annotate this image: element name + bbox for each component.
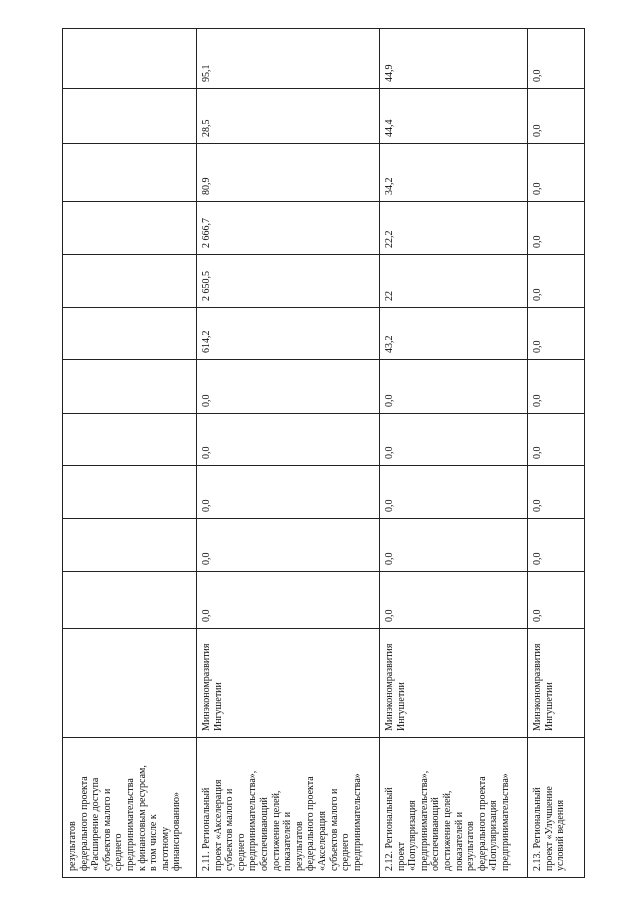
value-cell-text: 0,0 xyxy=(532,609,543,622)
executor-cell-text: Минэкономразвития Ингушетии xyxy=(201,643,224,731)
value-cell-text: 0,0 xyxy=(532,499,543,512)
value-cell xyxy=(528,255,584,307)
value-cell-text: 44,4 xyxy=(384,119,395,137)
value-cell-text: 28,5 xyxy=(201,119,212,137)
value-cell-text: 2 666,7 xyxy=(201,218,212,248)
value-cell xyxy=(528,519,584,571)
value-cell xyxy=(63,360,196,413)
value-cell-text: 0,0 xyxy=(532,552,543,565)
value-cell xyxy=(528,144,584,201)
value-cell xyxy=(63,466,196,518)
rotated-budget-table xyxy=(62,28,584,877)
project-name-cell xyxy=(380,738,527,877)
value-cell xyxy=(380,519,527,571)
value-cell xyxy=(528,360,584,413)
value-cell xyxy=(63,202,196,254)
value-cell-text: 0,0 xyxy=(532,394,543,407)
value-cell xyxy=(63,29,196,88)
value-cell xyxy=(380,29,527,88)
value-cell xyxy=(63,414,196,465)
value-cell xyxy=(197,144,379,201)
value-cell-text: 95,1 xyxy=(201,64,212,82)
value-cell-text: 0,0 xyxy=(384,552,395,565)
value-cell xyxy=(380,202,527,254)
project-name-cell-text: 2.13. Региональный проект «Улучшение условий ведения xyxy=(532,786,567,871)
value-cell-text: 0,0 xyxy=(532,182,543,195)
value-cell-text: 0,0 xyxy=(201,446,212,459)
value-cell-text: 0,0 xyxy=(532,340,543,353)
executor-cell xyxy=(528,629,584,737)
value-cell-text: 0,0 xyxy=(532,288,543,301)
value-cell xyxy=(380,572,527,628)
value-cell-text: 0,0 xyxy=(201,552,212,565)
value-cell xyxy=(380,414,527,465)
value-cell-text: 22,2 xyxy=(384,230,395,248)
project-name-cell xyxy=(63,738,196,877)
project-name-cell xyxy=(528,738,584,877)
value-cell xyxy=(197,255,379,307)
value-cell xyxy=(528,466,584,518)
value-cell-text: 0,0 xyxy=(384,394,395,407)
value-cell xyxy=(197,572,379,628)
grid-hline-13 xyxy=(62,877,585,878)
value-cell-text: 0,0 xyxy=(201,499,212,512)
value-cell-text: 0,0 xyxy=(384,446,395,459)
value-cell xyxy=(528,308,584,359)
executor-cell xyxy=(380,629,527,737)
value-cell-text: 44,9 xyxy=(384,64,395,82)
value-cell xyxy=(63,144,196,201)
value-cell xyxy=(380,89,527,143)
value-cell-text: 0,0 xyxy=(201,609,212,622)
value-cell xyxy=(63,519,196,571)
project-name-cell xyxy=(197,738,379,877)
project-name-cell-text: 2.12. Региональный проект «Популяризация предпринимательства», обеспечивающий достижение целей, показателей и результатов федерального проекта «Популяризация предпринимательства» xyxy=(384,770,511,871)
value-cell xyxy=(380,255,527,307)
value-cell xyxy=(380,308,527,359)
value-cell xyxy=(197,308,379,359)
value-cell xyxy=(528,202,584,254)
value-cell xyxy=(528,89,584,143)
value-cell-text: 0,0 xyxy=(201,394,212,407)
value-cell xyxy=(197,202,379,254)
value-cell xyxy=(380,144,527,201)
value-cell-text: 0,0 xyxy=(532,69,543,82)
value-cell-text: 0,0 xyxy=(532,235,543,248)
value-cell xyxy=(63,308,196,359)
value-cell xyxy=(63,89,196,143)
value-cell xyxy=(197,519,379,571)
executor-cell xyxy=(63,629,196,737)
value-cell xyxy=(528,414,584,465)
value-cell-text: 0,0 xyxy=(532,446,543,459)
value-cell xyxy=(197,360,379,413)
value-cell xyxy=(197,29,379,88)
project-name-cell-text: результатов федерального проекта «Расширение доступа субъектов малого и среднего предпринимательства к финансовым ресурсам, в том числе к льготному финансированию» xyxy=(67,765,183,871)
grid-vline-4 xyxy=(584,28,585,877)
value-cell-text: 0,0 xyxy=(384,609,395,622)
value-cell xyxy=(528,572,584,628)
value-cell xyxy=(528,29,584,88)
value-cell-text: 80,9 xyxy=(201,177,212,195)
value-cell xyxy=(380,360,527,413)
executor-cell-text: Минэкономразвития Ингушетии xyxy=(532,643,555,731)
value-cell-text: 2 650,5 xyxy=(201,271,212,301)
value-cell xyxy=(197,89,379,143)
project-name-cell-text: 2.11. Региональный проект «Акселерация субъектов малого и среднего предпринимательства», обеспечивающий достижение целей, показателей и результатов федерального проекта «Акселерация субъектов малого и среднего предпринимательства» xyxy=(201,770,363,871)
value-cell-text: 0,0 xyxy=(384,499,395,512)
executor-cell-text: Минэкономразвития Ингушетии xyxy=(384,643,407,731)
value-cell xyxy=(380,466,527,518)
value-cell xyxy=(197,414,379,465)
value-cell-text: 22 xyxy=(384,291,395,301)
value-cell-text: 34,2 xyxy=(384,177,395,195)
value-cell-text: 0,0 xyxy=(532,124,543,137)
value-cell xyxy=(197,466,379,518)
value-cell-text: 614,2 xyxy=(201,330,212,353)
value-cell-text: 43,2 xyxy=(384,335,395,353)
value-cell xyxy=(63,572,196,628)
value-cell xyxy=(63,255,196,307)
executor-cell xyxy=(197,629,379,737)
